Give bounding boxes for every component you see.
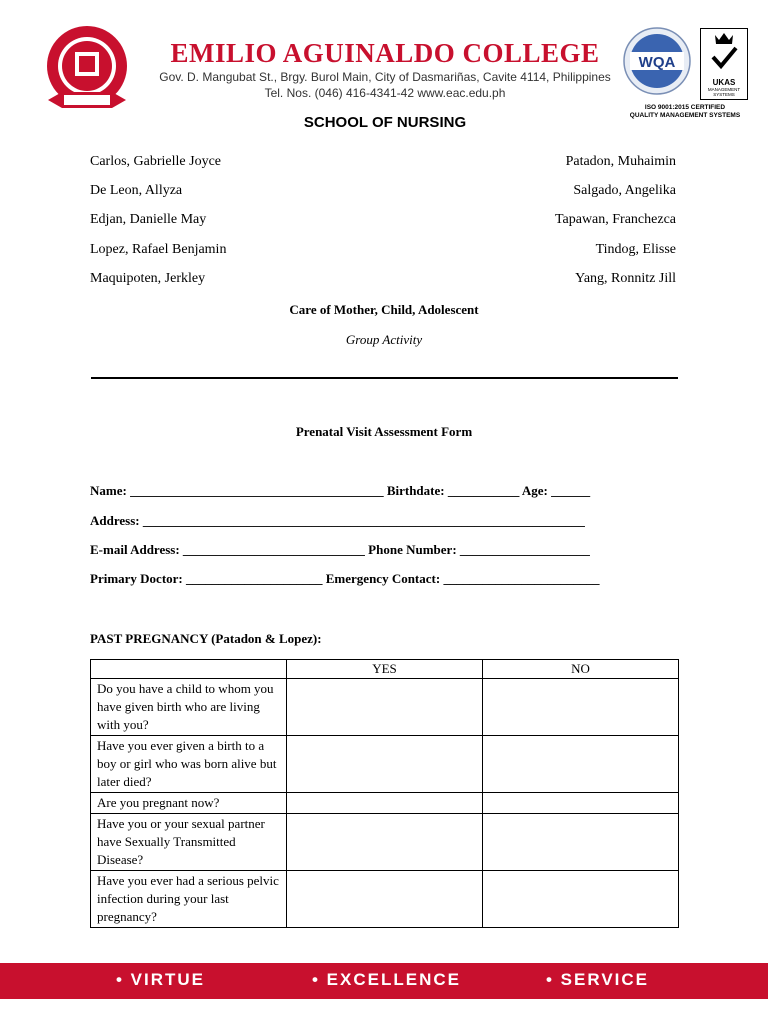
yes-cell[interactable] (287, 814, 483, 871)
footer-excellence: • EXCELLENCE (312, 970, 461, 989)
question-cell: Are you pregnant now? (91, 793, 287, 814)
college-address: Gov. D. Mangubat St., Brgy. Burol Main, City of Dasmariñas, Cavite 4114, Philippines (159, 70, 611, 84)
no-cell[interactable] (483, 793, 679, 814)
course-title: Care of Mother, Child, Adolescent (289, 302, 479, 317)
column-header (91, 660, 287, 679)
question-cell: Have you ever had a serious pelvic infection during your last pregnancy? (91, 871, 287, 928)
no-cell[interactable] (483, 679, 679, 736)
table-row (91, 814, 679, 871)
footer-virtue: • VIRTUE (116, 970, 206, 989)
question-cell: Do you have a child to whom you have given birth who are living with you? (91, 679, 287, 736)
member-name: De Leon, Allyza (90, 183, 183, 198)
member-name: Tindog, Elisse (595, 242, 676, 257)
doctor-emergency-field: Primary Doctor: _____________________ Emergency Contact: ________________________ (90, 571, 600, 586)
column-header-yes: YES (287, 660, 483, 679)
member-name: Carlos, Gabrielle Joyce (90, 154, 222, 169)
member-name: Salgado, Angelika (573, 183, 676, 198)
table-row (91, 736, 679, 793)
college-name: EMILIO AGUINALDO COLLEGE (170, 38, 600, 68)
yes-cell[interactable] (287, 736, 483, 793)
ukas-label: UKAS (712, 78, 736, 87)
ukas-sublabel: MANAGEMENT SYSTEMS (707, 87, 741, 97)
member-name: Tapawan, Franchezca (554, 212, 676, 227)
no-cell[interactable] (483, 736, 679, 793)
yes-cell[interactable] (287, 679, 483, 736)
name-birthdate-age-field: Name: _______________________________________ Birthdate: ___________ Age: ______ (90, 483, 591, 498)
member-name: Lopez, Rafael Benjamin (90, 242, 227, 257)
wqa-logo (622, 26, 692, 96)
member-name: Patadon, Muhaimin (565, 154, 676, 169)
iso-line-1: ISO 9001:2015 CERTIFIED (644, 104, 726, 111)
footer-service: • SERVICE (546, 970, 649, 989)
member-name: Edjan, Danielle May (90, 212, 207, 227)
college-contact: Tel. Nos. (046) 416-4341-42 www.eac.edu.ph (264, 86, 506, 100)
no-cell[interactable] (483, 814, 679, 871)
ukas-logo (700, 28, 748, 100)
iso-certification (612, 104, 758, 120)
yes-cell[interactable] (287, 793, 483, 814)
no-cell[interactable] (483, 871, 679, 928)
past-pregnancy-table (90, 659, 679, 928)
email-phone-field: E-mail Address: ____________________________ Phone Number: ____________________ (90, 542, 590, 557)
address-field: Address: ____________________________________________________________________ (90, 513, 585, 528)
activity-label: Group Activity (345, 332, 423, 347)
yes-cell[interactable] (287, 871, 483, 928)
divider (91, 377, 678, 379)
table-row (91, 679, 679, 736)
section-title: PAST PREGNANCY (Patadon & Lopez): (90, 631, 322, 646)
question-cell: Have you or your sexual partner have Sexually Transmitted Disease? (91, 814, 287, 871)
member-name: Maquipoten, Jerkley (90, 271, 206, 286)
svg-text:WQA: WQA (638, 54, 676, 71)
iso-line-2: QUALITY MANAGEMENT SYSTEMS (629, 112, 741, 119)
member-name: Yang, Ronnitz Jill (575, 271, 676, 286)
table-row (91, 871, 679, 928)
table-header-row (91, 660, 679, 679)
crown-check-icon (701, 29, 747, 73)
school-name: SCHOOL OF NURSING (303, 114, 467, 131)
question-cell: Have you ever given a birth to a boy or girl who was born alive but later died? (91, 736, 287, 793)
college-seal-logo (44, 22, 130, 120)
table-row (91, 793, 679, 814)
form-title: Prenatal Visit Assessment Form (295, 424, 473, 439)
column-header-no: NO (483, 660, 679, 679)
